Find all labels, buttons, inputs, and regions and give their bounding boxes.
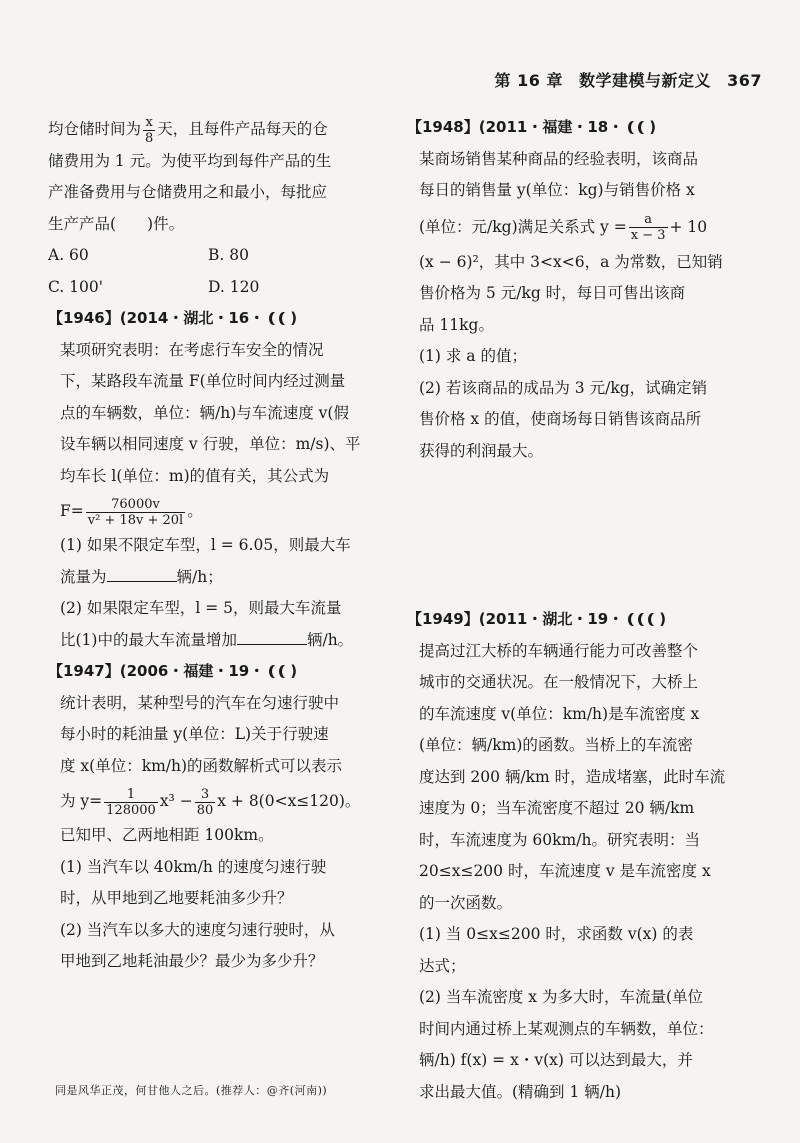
fraction — [104, 787, 158, 818]
options-row — [48, 272, 378, 304]
formula-lhs: F= — [60, 502, 84, 520]
question-2: (2) 若该商品的成品为 3 元/kg，试确定销 — [419, 378, 708, 397]
text-segment: x + 8(0<x≤120)。 — [217, 792, 361, 810]
question-2: (2) 如果限定车型，l = 5，则最大车流量 — [60, 599, 342, 617]
text-line — [48, 562, 378, 594]
text-line: 某项研究表明：在考虑行车安全的情况 — [60, 340, 324, 359]
question-1: (1) 求 a 的值； — [419, 347, 527, 365]
text-line: 速度为 0；当车流密度不超过 20 辆/km — [419, 799, 695, 817]
question-2: (2) 当汽车以多大的速度匀速行驶时，从 — [60, 920, 335, 939]
option-a: A. 60 — [48, 246, 89, 264]
text-segment: 辆/h； — [176, 567, 223, 586]
text-line: 甲地到乙地耗油最少？最少为多少升？ — [60, 952, 324, 970]
text-line: 某商场销售某种商品的经验表明，该商品 — [419, 149, 699, 168]
text-line: 时间内通过桥上某观测点的车辆数，单位： — [419, 1019, 714, 1038]
question-1: (1) 当 0≤x≤200 时，求函数 v(x) 的表 — [419, 925, 694, 943]
answer-space — [407, 467, 767, 604]
text-line: 产准备费用与仓储费用之和最小，每批应 — [48, 183, 328, 201]
text-line: 度达到 200 辆/km 时，造成堵塞，此时车流 — [419, 767, 726, 786]
text-line: 时，车流速度为 60km/h。研究表明：当 — [419, 830, 700, 849]
fraction — [86, 497, 185, 528]
fraction-denominator: x − 3 — [630, 228, 666, 243]
fraction — [629, 212, 668, 243]
text-line: 的车流速度 v(单位：km/h)是车流密度 x — [419, 704, 700, 723]
formula-line — [407, 207, 767, 247]
text-line: 点的车辆数，单位：辆/h)与车流速度 v(假 — [60, 403, 349, 422]
problem-1949-heading — [407, 604, 767, 636]
text-line: 设车辆以相同速度 v 行驶，单位：m/s)、平 — [60, 435, 361, 453]
text-line: 储费用为 1 元。为使平均到每件产品的生 — [48, 151, 332, 170]
problem-1947-heading — [48, 656, 378, 688]
text-line: 20≤x≤200 时，车流速度 v 是车流密度 x — [419, 862, 711, 880]
problem-label: 【1948】(2011・福建・18・ — [407, 118, 624, 136]
text-line: 获得的利润最大。 — [419, 441, 544, 460]
text-segment: 比(1)中的最大车流量增加 — [60, 630, 237, 649]
difficulty-moons-icon — [269, 312, 288, 325]
right-column — [407, 112, 767, 1108]
text-line: 每小时的耗油量 y(单位：L)关于行驶速 — [60, 725, 329, 743]
problem-label: 【1946】(2014・湖北・16・ — [48, 309, 265, 327]
question-1: (1) 如果不限定车型，l = 6.05，则最大车 — [60, 536, 351, 554]
fraction-numerator: x — [143, 115, 155, 131]
text-line: 提高过江大桥的车辆通行能力可改善整个 — [419, 641, 699, 660]
footer-quote: 同是风华正茂，何甘他人之后。(推荐人：@齐(河南)) — [55, 1084, 328, 1097]
fraction — [195, 787, 216, 818]
text-line: 辆/h) f(x) = x・v(x) 可以达到最大，并 — [419, 1051, 693, 1069]
text-segment: + 10 — [669, 217, 708, 236]
text-segment: (单位：元/kg)满足关系式 y = — [419, 217, 627, 236]
text-line — [48, 114, 378, 146]
question-2: (2) 当车流密度 x 为多大时，车流量(单位 — [419, 988, 704, 1006]
problem-label-end: ) — [649, 118, 657, 136]
text-line: (x − 6)²，其中 3<x<6，a 为常数，已知销 — [419, 252, 723, 271]
fraction-denominator: 128000 — [106, 802, 156, 818]
answer-blank[interactable] — [237, 626, 307, 645]
option-b: B. 80 — [208, 246, 249, 264]
text-line — [48, 625, 378, 657]
text-line: (单位：辆/km)的函数。当桥上的车流密 — [419, 736, 693, 754]
text-segment: 天，且每件产品每天的仓 — [157, 120, 328, 138]
text-line: 售价格为 5 元/kg 时，每日可售出该商 — [419, 284, 686, 302]
text-segment: 为 y= — [60, 792, 103, 810]
difficulty-moons-icon — [628, 613, 657, 626]
fraction — [143, 115, 155, 146]
text-line: 度 x(单位：km/h)的函数解析式可以表示 — [60, 756, 343, 775]
text-line: 达式； — [419, 956, 466, 975]
fraction-numerator: 1 — [104, 787, 158, 803]
text-line: 售价格 x 的值，使商场每日销售该商品所 — [419, 410, 702, 428]
problem-label-end: ) — [290, 662, 298, 680]
text-line: 已知甲、乙两地相距 100km。 — [60, 826, 274, 844]
problem-1948-heading — [407, 112, 767, 144]
difficulty-moons-icon — [628, 121, 647, 134]
chapter-title: 数学建模与新定义 — [579, 71, 712, 90]
text-line: 均车长 l(单位：m)的值有关，其公式为 — [60, 466, 330, 485]
text-segment: 均仓储时间为 — [48, 120, 142, 138]
text-line: 城市的交通状况。在一般情况下，大桥上 — [419, 673, 699, 691]
option-d: D. 120 — [208, 277, 260, 296]
page-number: 367 — [727, 71, 762, 90]
text-line: 求出最大值。(精确到 1 辆/h) — [419, 1082, 622, 1101]
text-segment: 。 — [187, 502, 203, 520]
text-line: 生产产品( )件。 — [48, 214, 185, 233]
text-segment: 辆/h。 — [306, 630, 354, 649]
fraction-denominator: v² + 18v + 20l — [87, 512, 184, 528]
problem-1946-heading — [48, 303, 378, 335]
text-line: 时，从甲地到乙地要耗油多少升？ — [60, 889, 293, 907]
left-column — [48, 114, 378, 978]
option-c: C. 100' — [48, 277, 104, 296]
text-line: 的一次函数。 — [419, 893, 513, 912]
fraction-numerator: 3 — [195, 787, 216, 803]
options-row — [48, 240, 378, 272]
fraction-denominator: 8 — [145, 130, 154, 146]
text-line: 品 11kg。 — [419, 315, 494, 334]
text-segment: 流量为 — [60, 567, 107, 586]
page-header — [485, 68, 763, 91]
question-1: (1) 当汽车以 40km/h 的速度匀速行驶 — [60, 857, 327, 876]
formula-line — [48, 782, 378, 820]
chapter-label: 第 16 章 — [494, 71, 563, 90]
problem-label-end: ) — [659, 610, 667, 628]
problem-label-end: ) — [290, 309, 298, 327]
fraction-denominator: 80 — [196, 802, 214, 818]
text-line: 每日的销售量 y(单位：kg)与销售价格 x — [419, 181, 695, 199]
text-line: 下，某路段车流量 F(单位时间内经过测量 — [60, 372, 346, 390]
answer-blank[interactable] — [107, 563, 177, 582]
formula-line — [48, 492, 378, 530]
text-segment: x³ − — [159, 792, 193, 810]
fraction-numerator: a — [629, 212, 668, 228]
difficulty-moons-icon — [269, 665, 288, 678]
problem-label: 【1949】(2011・湖北・19・ — [407, 610, 624, 628]
fraction-numerator: 76000v — [86, 497, 185, 513]
problem-label: 【1947】(2006・福建・19・ — [48, 662, 265, 680]
text-line: 统计表明，某种型号的汽车在匀速行驶中 — [60, 693, 340, 712]
